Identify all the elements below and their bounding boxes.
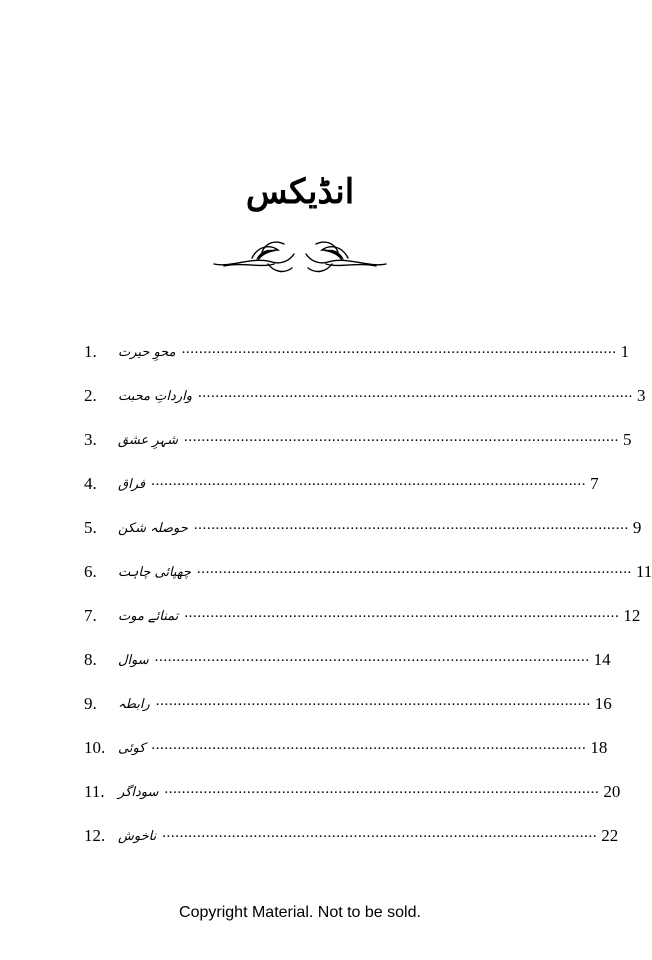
toc-leader: .................................................................................................... [154,648,590,665]
toc-leader: .................................................................................................... [155,692,591,709]
toc-page: 3 [636,386,646,405]
toc-title: محوِ حیرت [118,344,176,360]
toc-leader: .................................................................................................... [162,824,598,841]
toc-number: 5. [84,518,97,537]
table-of-contents [84,330,652,858]
toc-number: 4. [84,474,97,493]
toc-row[interactable] [84,638,611,682]
toc-number: 11. [84,782,105,801]
toc-number: 8. [84,650,97,669]
toc-row[interactable] [84,594,641,638]
toc-number: 3. [84,430,97,449]
floral-divider-icon [212,238,388,278]
toc-page: 14 [593,650,611,669]
toc-row[interactable] [84,418,632,462]
toc-leader: .................................................................................................... [193,516,629,533]
toc-page: 7 [590,474,599,493]
toc-title: سوال [118,652,149,668]
toc-title: وارداتِ محبت [118,388,192,404]
toc-row[interactable] [84,814,619,858]
toc-number: 2. [84,386,97,405]
toc-title: فراق [118,476,146,492]
toc-page: 9 [632,518,642,537]
toc-number: 1. [84,342,97,361]
toc-page: 12 [623,606,641,625]
page-title: انڈیکس [245,172,355,212]
toc-number: 9. [84,694,97,713]
toc-title: کوئی [118,740,146,756]
toc-title: شہرِ عشق [118,432,179,448]
toc-row[interactable] [84,462,599,506]
toc-title: چھپائی چاہت [118,564,191,580]
toc-title: رابطہ [118,696,150,712]
toc-number: 7. [84,606,97,625]
toc-page: 22 [601,826,619,845]
toc-leader: .................................................................................................... [184,428,620,445]
toc-title: سوداگر [118,784,159,800]
toc-title: تمنائے موت [118,608,179,624]
toc-row[interactable] [84,330,630,374]
toc-row[interactable] [84,506,642,550]
toc-number: 6. [84,562,97,581]
toc-leader: .................................................................................................... [184,604,620,621]
toc-row[interactable] [84,726,608,770]
toc-row[interactable] [84,374,646,418]
toc-page: 1 [620,342,630,361]
toc-row[interactable] [84,550,652,594]
toc-leader: .................................................................................................... [196,560,632,577]
toc-page: 20 [603,782,621,801]
toc-number: 12. [84,826,106,845]
toc-row[interactable] [84,770,621,814]
toc-leader: .................................................................................................... [181,340,617,357]
copyright-notice: Copyright Material. Not to be sold. [179,904,421,921]
toc-leader: .................................................................................................... [151,472,587,489]
toc-title: حوصلہ شکن [118,520,188,536]
toc-page: 16 [594,694,612,713]
toc-page: 11 [635,562,652,581]
toc-leader: .................................................................................................... [164,780,600,797]
toc-title: ناخوش [118,828,157,844]
toc-number: 10. [84,738,106,757]
toc-row[interactable] [84,682,612,726]
toc-leader: .................................................................................................... [197,384,633,401]
toc-leader: .................................................................................................... [151,736,587,753]
toc-page: 18 [590,738,608,757]
toc-page: 5 [623,430,632,449]
